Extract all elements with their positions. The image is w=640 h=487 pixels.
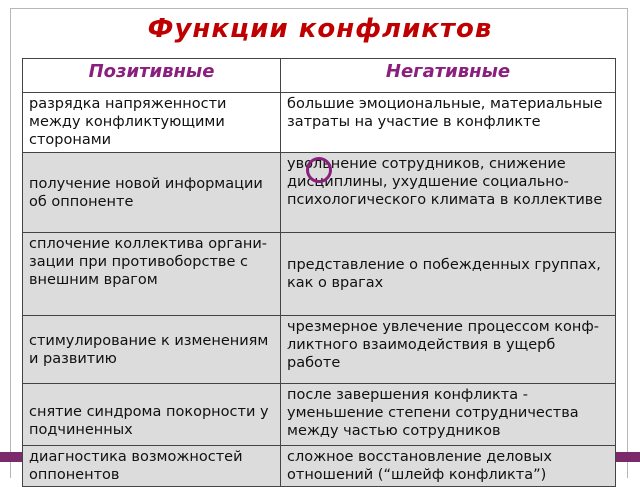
positive-cell: получение новой информации об оппоненте: [23, 153, 281, 233]
positive-cell: стимулирование к изменениям и развитию: [23, 316, 281, 384]
table-header-row: [23, 59, 616, 93]
positive-cell: снятие синдрома покорности у подчиненных: [23, 384, 281, 446]
positive-cell: диагностика возможностей оппонентов: [23, 446, 281, 487]
negative-cell: большие эмоциональные, материальные затраты на участие в конфликте: [281, 93, 616, 153]
negative-cell: сложное восстановление деловых отношений (“шлейф конфликта”): [281, 446, 616, 487]
positive-cell: сплочение коллектива органи-зации при противоборстве с внешним врагом: [23, 233, 281, 316]
negative-cell: увольнение сотрудников, снижение дисциплины, ухудшение социально-психологического климата в коллективе: [281, 153, 616, 233]
table-row: [23, 316, 616, 384]
negative-cell: чрезмерное увлечение процессом конф-ликтного взаимодействия в ущерб работе: [281, 316, 616, 384]
header-positive: Позитивные: [23, 59, 281, 93]
negative-cell: представление о побежденных группах, как о врагах: [281, 233, 616, 316]
table-row: [23, 446, 616, 487]
functions-table: [22, 58, 616, 487]
table-row: [23, 384, 616, 446]
table-row: [23, 93, 616, 153]
negative-cell: после завершения конфликта - уменьшение степени сотрудничества между частью сотрудников: [281, 384, 616, 446]
positive-cell: разрядка напряженности между конфликтующими сторонами: [23, 93, 281, 153]
header-negative: Негативные: [281, 59, 616, 93]
table-row: [23, 233, 616, 316]
slide-title: Функции конфликтов: [147, 14, 493, 44]
table-row: [23, 153, 616, 233]
